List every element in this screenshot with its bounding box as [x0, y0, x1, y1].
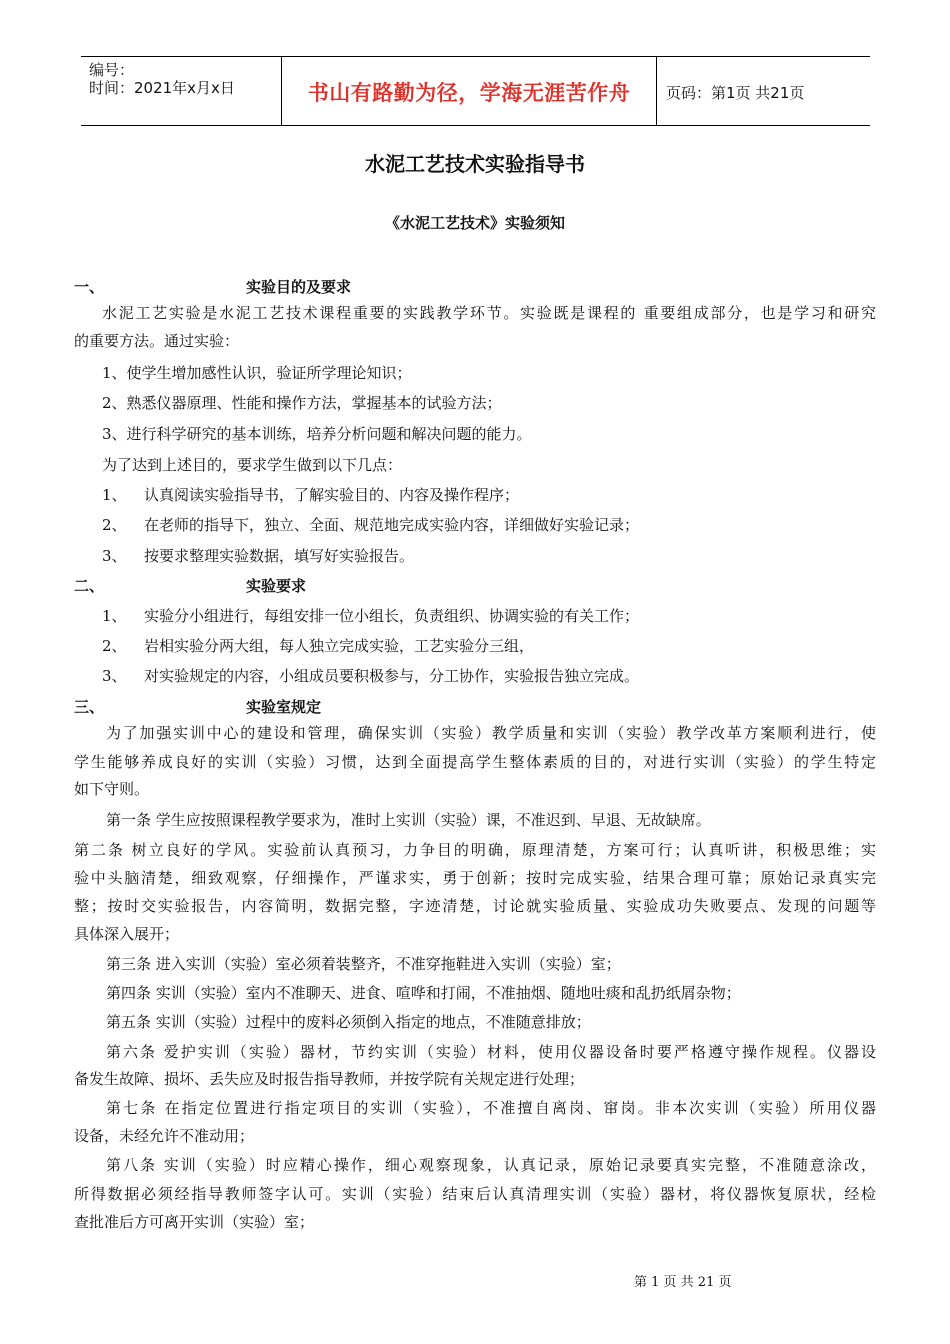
- article-7-line: 第七条 在指定位置进行指定项目的实训（实验），不准擅自离岗、窜岗。非本次实训（实验）所用仪器: [106, 1099, 876, 1117]
- article-2-line: 第二条 树立良好的学风。实验前认真预习，力争目的明确，原理清楚，方案可行；认真听讲，积极思维；实: [74, 841, 876, 859]
- page-code: 页码：第1页 共21页: [666, 84, 805, 102]
- article-6-line: 第六条 爱护实训（实验）器材，节约实训（实验）材料，使用仪器设备时要严格遵守操作规程。仪器设: [106, 1043, 876, 1061]
- article-4: 第四条 实训（实验）室内不准聊天、进食、喧哗和打闹，不准抽烟、随地吐痰和乱扔纸屑杂物；: [106, 984, 741, 1002]
- requirement-text: 在老师的指导下，独立、全面、规范地完成实验内容，详细做好实验记录；: [144, 516, 640, 534]
- section3-intro-line: 学生能够养成良好的实训（实验）习惯，达到全面提高学生整体素质的目的，对进行实训（实验）的学生特定: [74, 753, 876, 771]
- lab-requirement-number: 2、: [102, 637, 127, 655]
- article-6-line: 备发生故障、损坏、丢失应及时报告指导教师，并按学院有关规定进行处理；: [74, 1070, 585, 1088]
- section3-intro-line: 为了加强实训中心的建设和管理，确保实训（实验）教学质量和实训（实验）教学改革方案顺利进行，使: [106, 724, 876, 742]
- section1-paragraph-line: 水泥工艺实验是水泥工艺技术课程重要的实践教学环节。实验既是课程的 重要组成部分，也是学习和研究: [102, 304, 876, 322]
- time-label: 时间：2021年x月x日: [89, 79, 235, 97]
- document-subtitle: 《水泥工艺技术》实验须知: [384, 214, 565, 232]
- section1-number: 一、: [74, 278, 105, 296]
- requirement-number: 3、: [102, 547, 127, 565]
- goal-item: 2、熟悉仪器原理、性能和操作方法，掌握基本的试验方法；: [102, 394, 502, 412]
- section2-number: 二、: [74, 577, 105, 595]
- requirements-intro: 为了达到上述目的，要求学生做到以下几点：: [102, 456, 403, 474]
- section3-title: 实验室规定: [246, 698, 322, 716]
- article-2-line: 整；按时交实验报告，内容简明，数据完整，字迹清楚，讨论就实验质量、实验成功失败要点、发现的问题等: [74, 897, 876, 915]
- lab-requirement-text: 对实验规定的内容，小组成员要积极参与，分工协作，实验报告独立完成。: [144, 667, 640, 685]
- lab-requirement-text: 实验分小组进行，每组安排一位小组长，负责组织、协调实验的有关工作；: [144, 607, 640, 625]
- header-page-cell: [656, 57, 870, 125]
- article-8-line: 查批准后方可离开实训（实验）室；: [74, 1213, 315, 1231]
- page-footer: 第 1 页 共 21 页: [634, 1275, 732, 1290]
- article-1: 第一条 学生应按照课程教学要求为，准时上实训（实验）课，不准迟到、早退、无故缺席。: [106, 811, 711, 829]
- serial-label: 编号：: [89, 61, 135, 79]
- article-3: 第三条 进入实训（实验）室必须着装整齐，不准穿拖鞋进入实训（实验）室；: [106, 955, 621, 973]
- article-8-line: 第八条 实训（实验）时应精心操作，细心观察现象，认真记录，原始记录要真实完整，不准随意涂改，: [106, 1156, 876, 1174]
- article-8-line: 所得数据必须经指导教师签字认可。实训（实验）结束后认真清理实训（实验）器材，将仪器恢复原状，经检: [74, 1185, 876, 1203]
- section3-number: 三、: [74, 698, 105, 716]
- motto-text: 书山有路勤为径，学海无涯苦作舟: [307, 81, 631, 105]
- header-motto-cell: [281, 57, 657, 125]
- article-2-line: 验中头脑清楚，细致观察，仔细操作，严谨求实，勇于创新；按时完成实验，结果合理可靠；原始记录真实完: [74, 869, 876, 887]
- section3-intro-line: 如下守则。: [74, 780, 150, 798]
- section2-title: 实验要求: [246, 577, 307, 595]
- requirement-number: 1、: [102, 486, 127, 504]
- article-2-line: 具体深入展开；: [74, 925, 180, 943]
- section1-title: 实验目的及要求: [246, 278, 352, 296]
- article-5: 第五条 实训（实验）过程中的废料必须倒入指定的地点，不准随意排放；: [106, 1013, 591, 1031]
- goal-item: 3、进行科学研究的基本训练，培养分析问题和解决问题的能力。: [102, 425, 532, 443]
- goal-item: 1、使学生增加感性认识，验证所学理论知识；: [102, 364, 412, 382]
- lab-requirement-number: 1、: [102, 607, 127, 625]
- requirement-text: 按要求整理实验数据，填写好实验报告。: [144, 547, 415, 565]
- document-title: 水泥工艺技术实验指导书: [365, 152, 585, 176]
- requirement-text: 认真阅读实验指导书，了解实验目的、内容及操作程序；: [144, 486, 520, 504]
- lab-requirement-text: 岩相实验分两大组，每人独立完成实验，工艺实验分三组，: [144, 637, 535, 655]
- lab-requirement-number: 3、: [102, 667, 127, 685]
- article-7-line: 设备，未经允许不准动用；: [74, 1127, 255, 1145]
- requirement-number: 2、: [102, 516, 127, 534]
- header-info-cell: [81, 57, 281, 125]
- section1-paragraph-line: 的重要方法。通过实验：: [74, 332, 240, 350]
- header-table: [81, 56, 870, 126]
